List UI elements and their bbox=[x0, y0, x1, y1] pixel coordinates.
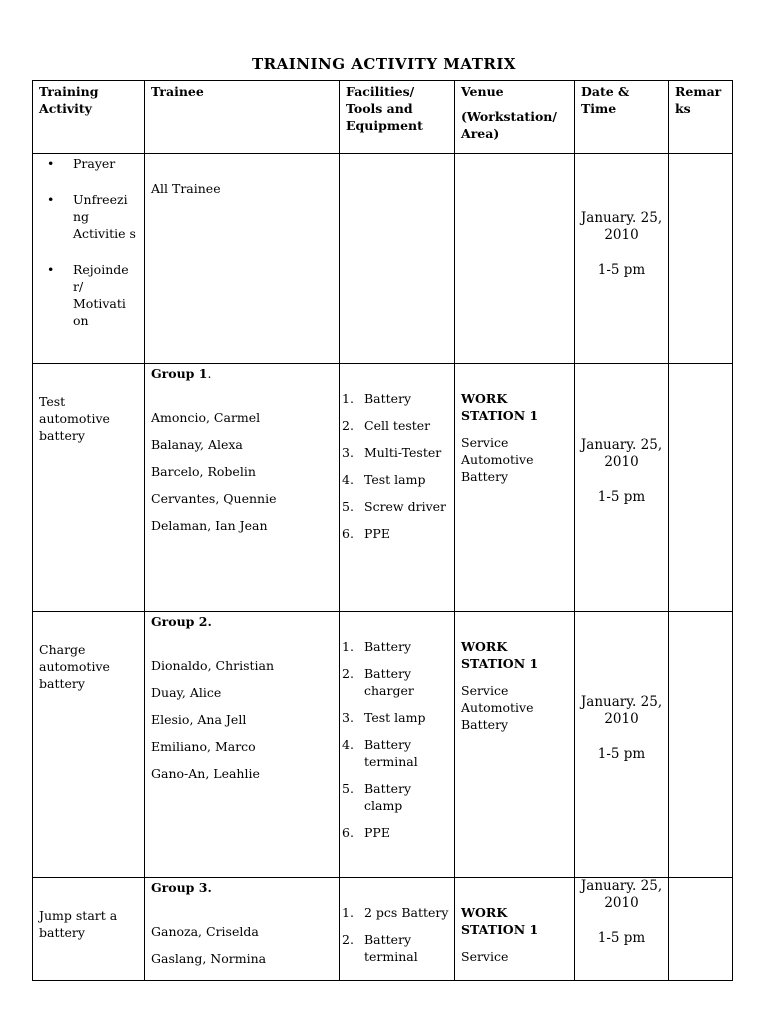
venue-cell bbox=[455, 364, 575, 612]
facilities-cell bbox=[340, 154, 455, 364]
list-item: Ganoza, Criselda bbox=[151, 924, 259, 939]
group-label: Group 2. bbox=[151, 614, 212, 629]
group-suffix: . bbox=[207, 366, 212, 381]
header-venue-line1: Venue bbox=[461, 84, 504, 99]
date-cell bbox=[575, 612, 669, 878]
list-item: Barcelo, Robelin bbox=[151, 464, 256, 479]
date-cell bbox=[575, 878, 669, 981]
list-item: 3. Test lamp bbox=[342, 710, 426, 725]
list-item: Duay, Alice bbox=[151, 685, 222, 700]
list-item: 4. Test lamp bbox=[342, 472, 426, 487]
venue-title: WORK STATION 1 bbox=[461, 905, 539, 937]
table-row bbox=[33, 612, 733, 878]
venue-area: Service bbox=[461, 949, 509, 964]
facilities-cell bbox=[340, 364, 455, 612]
list-item: Cervantes, Quennie bbox=[151, 491, 277, 506]
list-item: Balanay, Alexa bbox=[151, 437, 243, 452]
list-item: 1. Battery bbox=[342, 639, 412, 654]
list-item: 3. Multi-Tester bbox=[342, 445, 442, 460]
activity-item-prayer: • Prayer bbox=[33, 155, 144, 172]
trainee-cell bbox=[145, 154, 340, 364]
activity-cell bbox=[33, 878, 145, 981]
member-list bbox=[151, 923, 333, 967]
list-item: 2. Battery terminal bbox=[342, 932, 418, 964]
time-text: 1-5 pm bbox=[597, 930, 646, 946]
activity-cell bbox=[33, 154, 145, 364]
activity-cell bbox=[33, 612, 145, 878]
trainee-cell bbox=[145, 878, 340, 981]
time-text: 1-5 pm bbox=[597, 489, 646, 505]
header-trainee: Trainee bbox=[145, 81, 340, 154]
activity-text: Charge automotive battery bbox=[39, 642, 110, 691]
table-row bbox=[33, 364, 733, 612]
activity-text: Jump start a battery bbox=[39, 908, 118, 940]
date-text: January. 25, 2010 bbox=[580, 878, 663, 911]
activity-cell bbox=[33, 364, 145, 612]
remarks-cell bbox=[669, 878, 733, 981]
activity-text: Test automotive battery bbox=[39, 394, 110, 443]
list-item: Gano-An, Leahlie bbox=[151, 766, 260, 781]
member-list bbox=[151, 409, 333, 534]
list-item: 5. Battery clamp bbox=[342, 781, 412, 813]
header-row bbox=[33, 81, 733, 154]
activity-item-rejoinder: • Rejoinde r/ Motivati on bbox=[33, 261, 144, 329]
date-text: January. 25, 2010 bbox=[580, 210, 663, 243]
venue-title: WORK STATION 1 bbox=[461, 391, 539, 423]
list-item: 6. PPE bbox=[342, 526, 390, 541]
venue-cell bbox=[455, 878, 575, 981]
group-label: Group 3. bbox=[151, 880, 212, 895]
list-item: Amoncio, Carmel bbox=[151, 410, 261, 425]
remarks-cell bbox=[669, 364, 733, 612]
list-item: Gaslang, Normina bbox=[151, 951, 267, 966]
activity-item-unfreezing: • Unfreezi ng Activitie s bbox=[33, 191, 144, 242]
date-text: January. 25, 2010 bbox=[580, 694, 663, 727]
trainee-cell bbox=[145, 364, 340, 612]
list-item: 1. 2 pcs Battery bbox=[342, 905, 449, 920]
time-text: 1-5 pm bbox=[597, 262, 646, 278]
trainee-all: All Trainee bbox=[151, 181, 221, 196]
header-date: Date & Time bbox=[575, 81, 669, 154]
list-item: 5. Screw driver bbox=[342, 499, 447, 514]
list-item: 1. Battery bbox=[342, 391, 412, 406]
header-venue-line2: (Workstation/ Area) bbox=[461, 109, 557, 141]
list-item: 6. PPE bbox=[342, 825, 390, 840]
list-item: 2. Battery charger bbox=[342, 666, 414, 698]
list-item: Emiliano, Marco bbox=[151, 739, 256, 754]
venue-area: Service Automotive Battery bbox=[461, 435, 534, 484]
header-venue bbox=[455, 81, 575, 154]
remarks-cell bbox=[669, 612, 733, 878]
training-matrix-table bbox=[32, 80, 733, 981]
document-title: TRAINING ACTIVITY MATRIX bbox=[252, 55, 516, 73]
list-item: Elesio, Ana Jell bbox=[151, 712, 247, 727]
list-item: Delaman, Ian Jean bbox=[151, 518, 268, 533]
header-remarks: Remar ks bbox=[669, 81, 733, 154]
list-item: Dionaldo, Christian bbox=[151, 658, 275, 673]
venue-title: WORK STATION 1 bbox=[461, 639, 539, 671]
facilities-cell bbox=[340, 612, 455, 878]
date-cell bbox=[575, 154, 669, 364]
venue-cell bbox=[455, 612, 575, 878]
trainee-cell bbox=[145, 612, 340, 878]
date-cell bbox=[575, 364, 669, 612]
member-list bbox=[151, 657, 333, 782]
list-item: 2. Cell tester bbox=[342, 418, 431, 433]
header-facilities: Facilities/ Tools and Equipment bbox=[340, 81, 455, 154]
facilities-cell bbox=[340, 878, 455, 981]
venue-area: Service Automotive Battery bbox=[461, 683, 534, 732]
table-row bbox=[33, 154, 733, 364]
header-activity: Training Activity bbox=[33, 81, 145, 154]
list-item: 4. Battery terminal bbox=[342, 737, 418, 769]
table-row bbox=[33, 878, 733, 981]
time-text: 1-5 pm bbox=[597, 746, 646, 762]
remarks-cell bbox=[669, 154, 733, 364]
venue-cell bbox=[455, 154, 575, 364]
group-label: Group 1 bbox=[151, 366, 208, 381]
date-text: January. 25, 2010 bbox=[580, 437, 663, 470]
